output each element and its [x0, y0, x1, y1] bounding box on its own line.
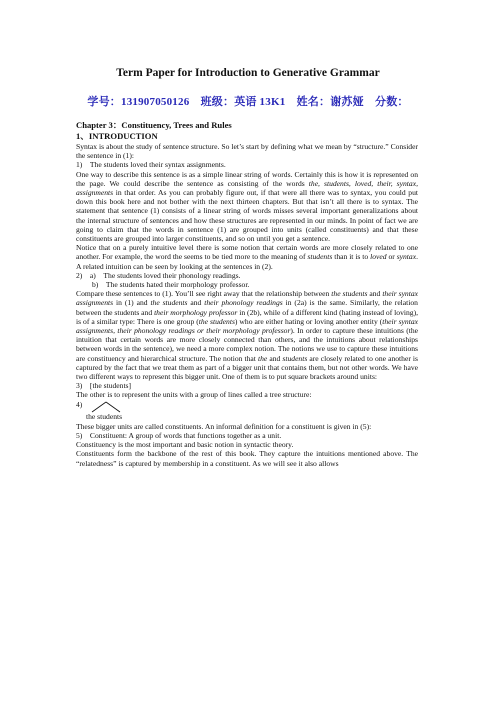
paragraph-5: The other is to represent the units with a group of lines called a tree structure: [76, 390, 312, 400]
paragraph-3: Notice that on a purely intuitive level there is some notion that certain words are more closely related to one another. For example, the word the seems to be tied more to the meaning of students than it is to loved or syntax. A related intuition can be seen by looking at the sentences in (2). [76, 243, 418, 271]
example-2b: b) The students hated their morphology professor. [92, 280, 250, 290]
section-heading: 1、INTRODUCTION [76, 131, 158, 141]
paper-body [76, 120, 418, 468]
paper-title: Term Paper for Introduction to Generative Grammar [116, 67, 380, 79]
paragraph-1: Syntax is about the study of sentence structure. So let’s start by defining what we mean by “structure.” Consider the sentence in (1): [76, 142, 418, 161]
paragraph-4: Compare these sentences to (1). You’ll see right away that the relationship between the students and their syntax assignments in (1) and the students and their phonology readings in (2a) is the same. Similarly, the relation between the students and their morphology professor in (2b), while of a different kind (hating instead of loving), is of a similar type: There is one group (the students) who are either hating or loving another entity (their syntax assignments, their phonology readings or their morphology professor). In order to capture these intuitions (the intuition that certain words are more closely connected than others, and the intuitions about relationships between words in the sentence), we need a more complex notion. The notions we use to capture these intuitions are constituency and hierarchical structure. The notion that the and students are closely related to one another is captured by the fact that we treat them as part of a bigger unit that contains them, but not other words. We have two different ways to represent this bigger unit. One of them is to put square brackets around units: [76, 289, 419, 382]
tree-structure [76, 400, 418, 422]
example-1: 1) The students loved their syntax assignments. [76, 160, 226, 170]
example-5: 5) Constituent: A group of words that functions together as a unit. [76, 430, 282, 440]
example-2a: 2) a) The students loved their phonology readings. [76, 270, 241, 280]
student-info-line: 学号：131907050126 班级：英语 13K1 姓名：谢苏娅 分数： [87, 96, 409, 108]
example-3: 3) [the students] [76, 381, 132, 391]
paragraph-2: One way to describe this sentence is as a simple linear string of words. Certainly this is how it is represented on the page. We could describe the sentence as consisting of the words the, students, loved, their, syntax, assignments in that order. As you can probably figure out, if that were all there was to syntax, you could put down this book here and not bother with the next thirteen chapters. But that isn’t all there is to syntax. The statement that sentence (1) consists of a linear string of words misses several important generalizations about the internal structure of sentences and how these structures are represented in our minds. In point of fact we are going to claim that the words in sentence (1) are grouped into units (called constituents) and that these constituents are grouped into larger constituents, and so on until you get a sentence. [76, 169, 418, 244]
tree-leaf-label: the students [86, 411, 123, 421]
paragraph-8: Constituents form the backbone of the rest of this book. They capture the intuitions mentioned above. The “relatedness” is captured by membership in a constituent. As we will see it also allows [76, 449, 418, 468]
example-4-label: 4) [76, 399, 83, 409]
paragraph-7: Constituency is the most important and basic notion in syntactic theory. [76, 440, 294, 450]
paragraph-6: These bigger units are called constituents. An informal definition for a constituent is given in (5): [76, 421, 372, 431]
chapter-heading: Chapter 3：Constituency, Trees and Rules [76, 120, 232, 130]
